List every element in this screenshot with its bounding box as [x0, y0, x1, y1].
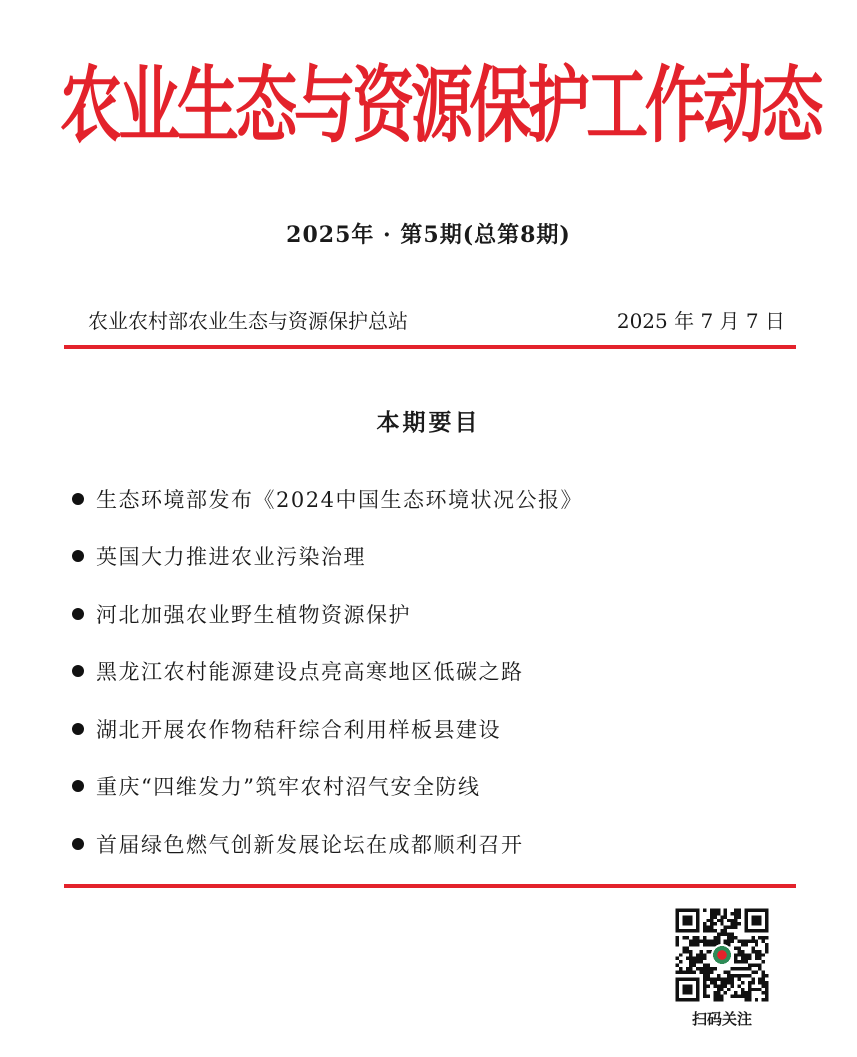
toc-item	[72, 700, 583, 758]
publish-date: 2025 年 7 月 7 日	[616, 309, 785, 333]
bullet-icon	[72, 780, 84, 792]
publisher-name: 农业农村部农业生态与资源保护总站	[88, 309, 408, 333]
qr-block	[672, 905, 772, 1029]
top-divider	[64, 345, 796, 349]
toc-heading: 本期要目	[376, 410, 481, 436]
toc-item-text: 河北加强农业野生植物资源保护	[96, 602, 411, 627]
toc-item	[72, 470, 583, 528]
toc-item-text: 湖北开展农作物秸秆综合利用样板县建设	[96, 717, 501, 742]
bullet-icon	[72, 838, 84, 850]
bullet-icon	[72, 723, 84, 735]
bottom-divider	[64, 884, 796, 888]
toc-list	[72, 470, 583, 873]
toc-item-text: 生态环境部发布《2024中国生态环境状况公报》	[96, 487, 583, 512]
toc-item	[72, 643, 583, 701]
toc-item	[72, 585, 583, 643]
toc-item-text: 黑龙江农村能源建设点亮高寒地区低碳之路	[96, 660, 524, 685]
qr-label: 扫码关注	[691, 1010, 752, 1028]
toc-item	[72, 758, 583, 816]
issue-number: 2025年 · 第5期(总第8期)	[286, 222, 571, 248]
toc-item	[72, 815, 583, 873]
masthead-title: 农业生态与资源保护工作动态	[59, 55, 821, 154]
bullet-icon	[72, 665, 84, 677]
toc-item-text: 英国大力推进农业污染治理	[96, 545, 366, 570]
bullet-icon	[72, 608, 84, 620]
toc-item	[72, 528, 583, 586]
bullet-icon	[72, 493, 84, 505]
toc-item-text: 首届绿色燃气创新发展论坛在成都顺利召开	[96, 832, 524, 857]
qr-code-icon[interactable]	[672, 905, 772, 1005]
toc-item-text: 重庆“四维发力”筑牢农村沼气安全防线	[96, 775, 481, 800]
bullet-icon	[72, 550, 84, 562]
